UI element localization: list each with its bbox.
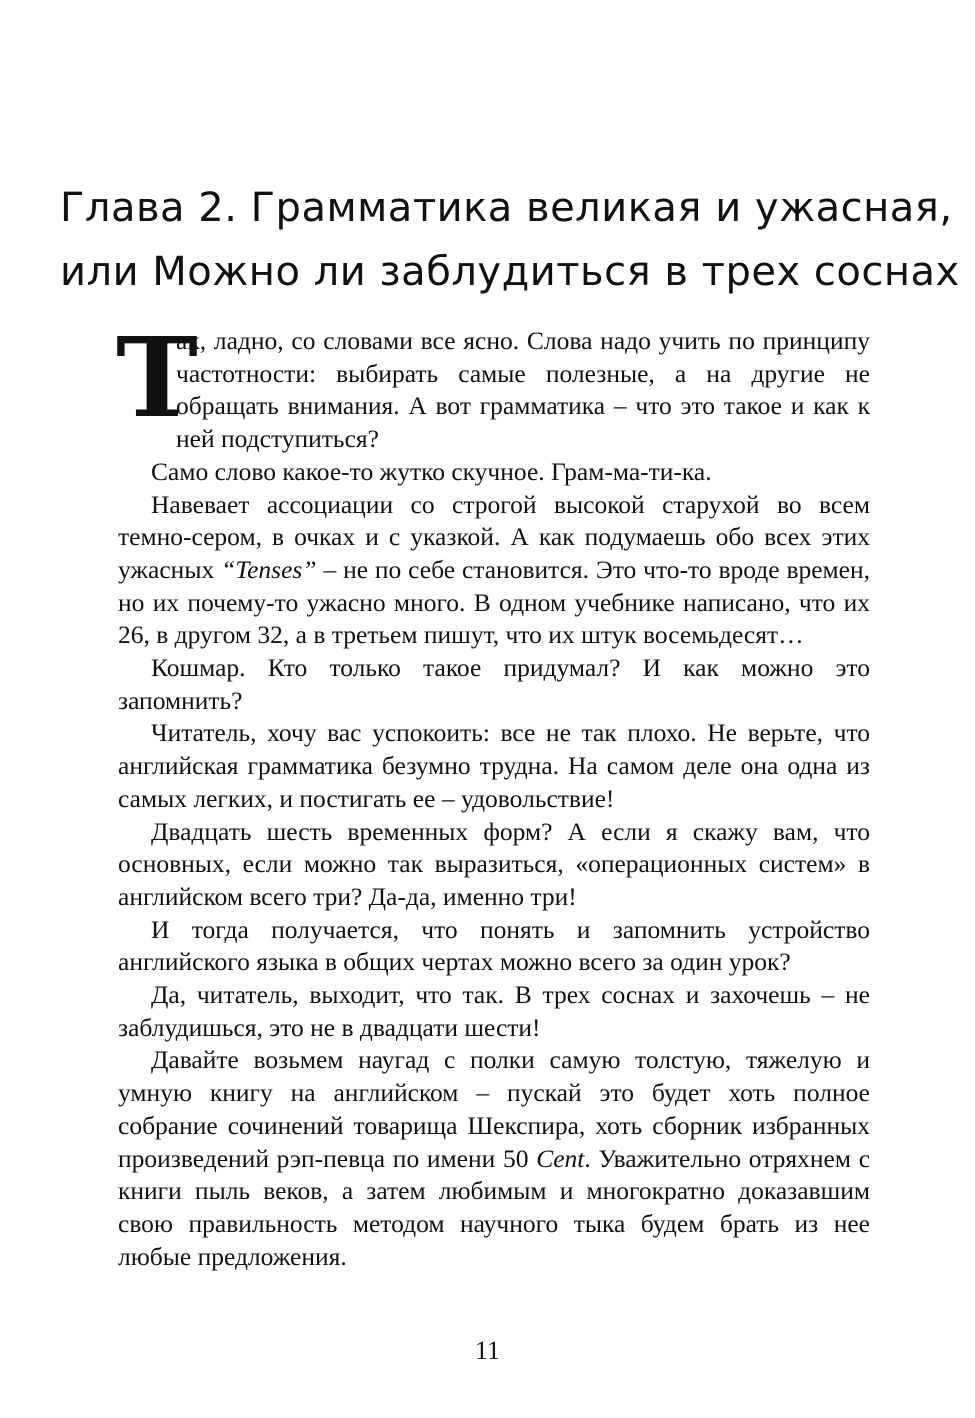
paragraph-3-text-b: – не по себе становится. Это что-то вроде времен, но их почему-то ужасно много. В одном учебнике написано, что их 26, в другом 32, а в третьем пишут, что их штук восемьдесят… (118, 554, 871, 650)
paragraph-1-text: ак, ладно, со словами все ясно. Слова надо учить по принципу частотности: выбирать самые полезные, а на другие не обращать внимания. А вот грамматика – что это такое и как к ней подступиться? (176, 326, 870, 454)
tenses-term: “Tenses” (221, 554, 317, 584)
chapter-title-line-1: Глава 2. Грамматика великая и ужасная, (60, 185, 953, 231)
paragraph-4: Кошмар. Кто только такое придумал? И как можно это запомнить? (118, 653, 870, 715)
page-number: 11 (474, 1336, 501, 1365)
paragraph-9 (118, 1044, 870, 1273)
paragraph-3 (118, 489, 870, 653)
paragraph-2: Само слово какое-то жутко скучное. Грам-ма-ти-ка. (151, 456, 712, 486)
drop-cap: Т (116, 313, 198, 442)
paragraph-8: Да, читатель, выходит, что так. В трех соснах и захочешь – не заблудишься, это не в двадцати шести! (118, 980, 870, 1042)
paragraph-1 (116, 313, 870, 456)
chapter-title-line-2: или Можно ли заблудиться в трех соснах (60, 249, 960, 295)
cent-term: Cent (536, 1143, 585, 1173)
paragraph-6: Двадцать шесть временных форм? А если я скажу вам, что основных, если можно так выразиться, «операционных систем» в английском всего три? Да-да, именно три! (118, 816, 870, 911)
paragraph-9-text-a: Давайте возьмем наугад с полки самую толстую, тяжелую и умную книгу на английском – пускай это будет хоть полное собрание сочинений товарища Шекспира, хоть сборник избранных произведений рэп-певца по имени 50 (118, 1045, 870, 1173)
paragraph-5: Читатель, хочу вас успокоить: все не так плохо. Не верьте, что английская грамматика безумно трудна. На самом деле она одна из самых легких, и постигать ее – удовольствие! (118, 718, 870, 813)
paragraph-3-text-a: Навевает ассоциации со строгой высокой старухой во всем темно-сером, в очках и с указкой. А как подумаешь обо всех этих ужасных (118, 489, 870, 584)
paragraph-9-text-b: . Уважительно отряхнем с книги пыль веков, а затем любимым и многократно доказавшим свою правильность методом научного тыка будем брать из нее любые предложения. (118, 1143, 871, 1271)
paragraph-7: И тогда получается, что понять и запомнить устройство английского языка в общих чертах можно всего за один урок? (118, 914, 870, 977)
chapter-body (116, 313, 871, 1273)
chapter-title (60, 176, 960, 304)
